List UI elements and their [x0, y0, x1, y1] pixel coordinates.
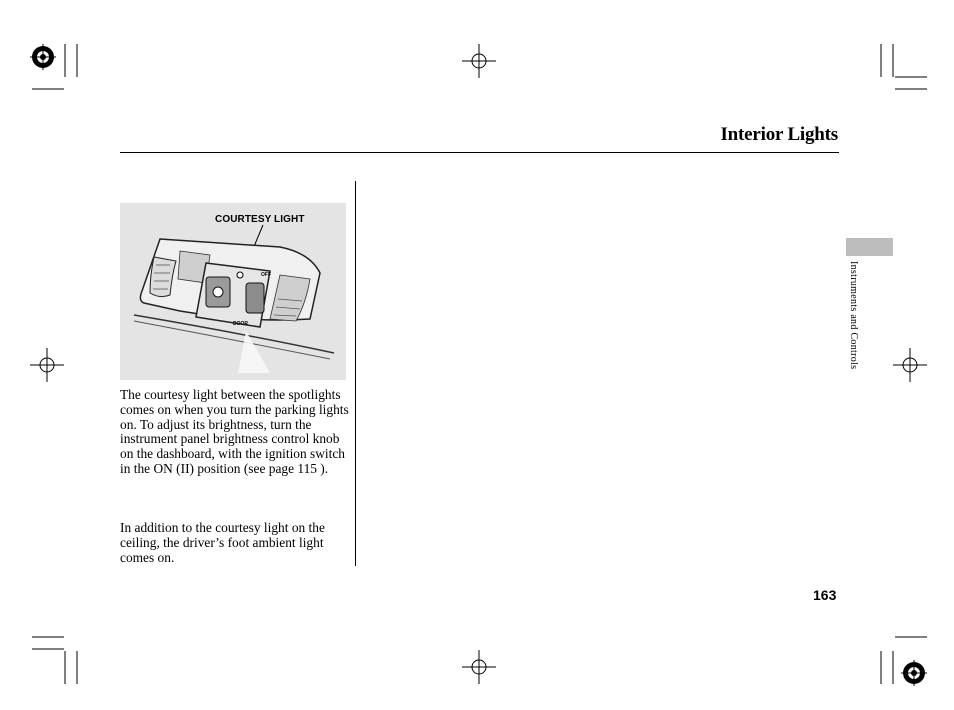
page-title: Interior Lights: [720, 124, 838, 145]
body-paragraph-1: The courtesy light between the spotlights comes on when you turn the parking lights on. To adjust its brightness, turn the instrument panel brightness control knob on the dashboard, with the ignition switch in the ON (II) position (see page 115 ).: [120, 387, 349, 476]
callout-label: COURTESY LIGHT: [215, 214, 305, 225]
courtesy-light-illustration: [120, 203, 346, 380]
switch-label-door: DOOR: [233, 321, 248, 327]
page-number: 163: [813, 587, 837, 603]
column-divider: [355, 181, 356, 566]
body-paragraph-2: In addition to the courtesy light on the ceiling, the driver’s foot ambient light comes on.: [120, 520, 325, 565]
switch-label-off: OFF: [261, 272, 271, 278]
section-label: Instruments and Controls: [848, 261, 859, 370]
overhead-console-drawing: [120, 203, 346, 380]
section-tab: [846, 238, 893, 256]
header-rule: [120, 152, 839, 153]
